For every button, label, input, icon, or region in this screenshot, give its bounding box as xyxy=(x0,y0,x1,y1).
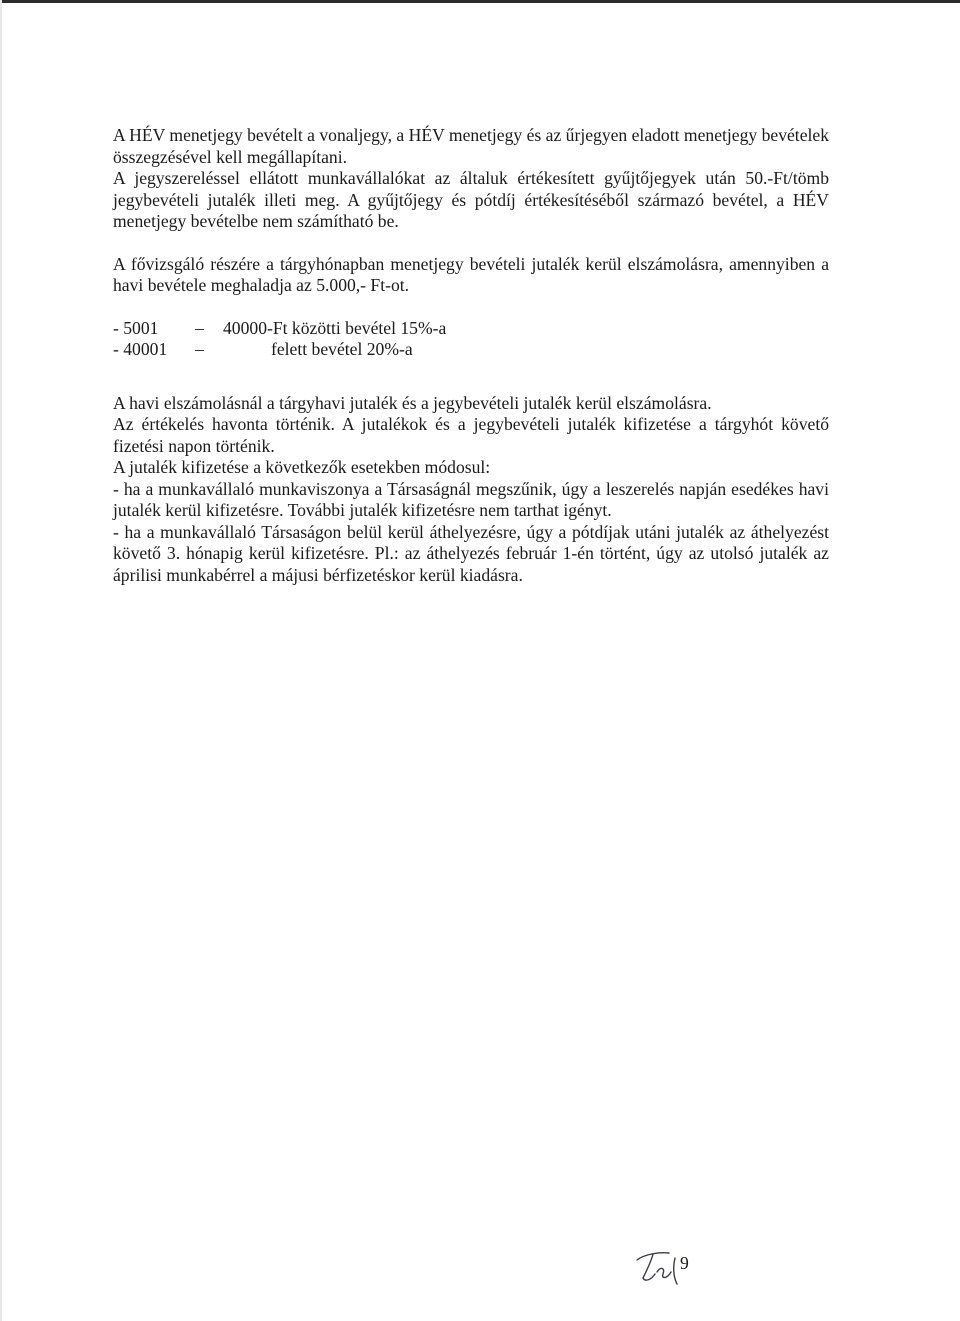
range-start: - 40001 xyxy=(113,339,168,359)
handwritten-initials-signature xyxy=(635,1248,715,1288)
paragraph-hev-revenue: A HÉV menetjegy bevételt a vonaljegy, a HÉV menetjegy és az űrjegyen eladott menetjegy bevételek összegzésével kell megállapítani. xyxy=(113,125,829,167)
paragraph-collector-commission: A jegyszereléssel ellátott munkavállalókat az általuk értékesített gyűjtőjegyek után 50.-Ft/tömb jegybevételi jutalék illeti meg. A gyűjtőjegy és pótdíj értékesítéséből származó bevétel, a HÉV menetjegy bevételbe nem számítható be. xyxy=(113,168,829,231)
range-start: - 5001 xyxy=(113,317,159,338)
range-dash: – xyxy=(195,339,204,359)
range-description: felett bevétel 20%-a xyxy=(271,339,413,359)
range-row-15-percent xyxy=(113,318,829,340)
paragraph-payment-modification: A jutalék kifizetése a következők esetekben módosul: xyxy=(113,457,491,477)
paragraph-case-transfer: - ha a munkavállaló Társaságon belül kerül áthelyezésre, úgy a pótdíjak utáni jutalék az áthelyezést követő 3. hónapig kerül kifizetésre. Pl.: az áthelyezés február 1-én történt, úgy az utolsó jutalék az áprilisi munkabérrel a májusi bérfizetéskor kerül kiadásra. xyxy=(113,521,829,585)
document-body xyxy=(113,125,829,586)
range-row-20-percent xyxy=(113,339,829,361)
paragraph-inspector-commission: A fővizsgáló részére a tárgyhónapban menetjegy bevételi jutalék kerül elszámolásra, amennyiben a havi bevétele meghaladja az 5.000,- Ft-ot. xyxy=(113,253,829,295)
range-dash: – xyxy=(195,317,204,338)
paragraph-monthly-settlement: A havi elszámolásnál a tárgyhavi jutalék és a jegybevételi jutalék kerül elszámolásra. xyxy=(113,392,712,413)
paragraph-case-termination: - ha a munkavállaló munkaviszonya a Társaságnál megszűnik, úgy a leszerelés napján esedékes havi jutalék kerül kifizetésre. További jutalék kifizetésre nem tarthat igényt. xyxy=(113,478,829,520)
paragraph-evaluation: Az értékelés havonta történik. A jutalékok és a jegybevételi jutalék kifizetése a tárgyhót követő fizetési napon történik. xyxy=(113,414,829,456)
range-description: 40000-Ft közötti bevétel 15%-a xyxy=(223,317,447,338)
scan-edge-top xyxy=(0,0,960,3)
page-number: 9 xyxy=(680,1253,689,1273)
scan-edge-left xyxy=(0,0,2,1321)
